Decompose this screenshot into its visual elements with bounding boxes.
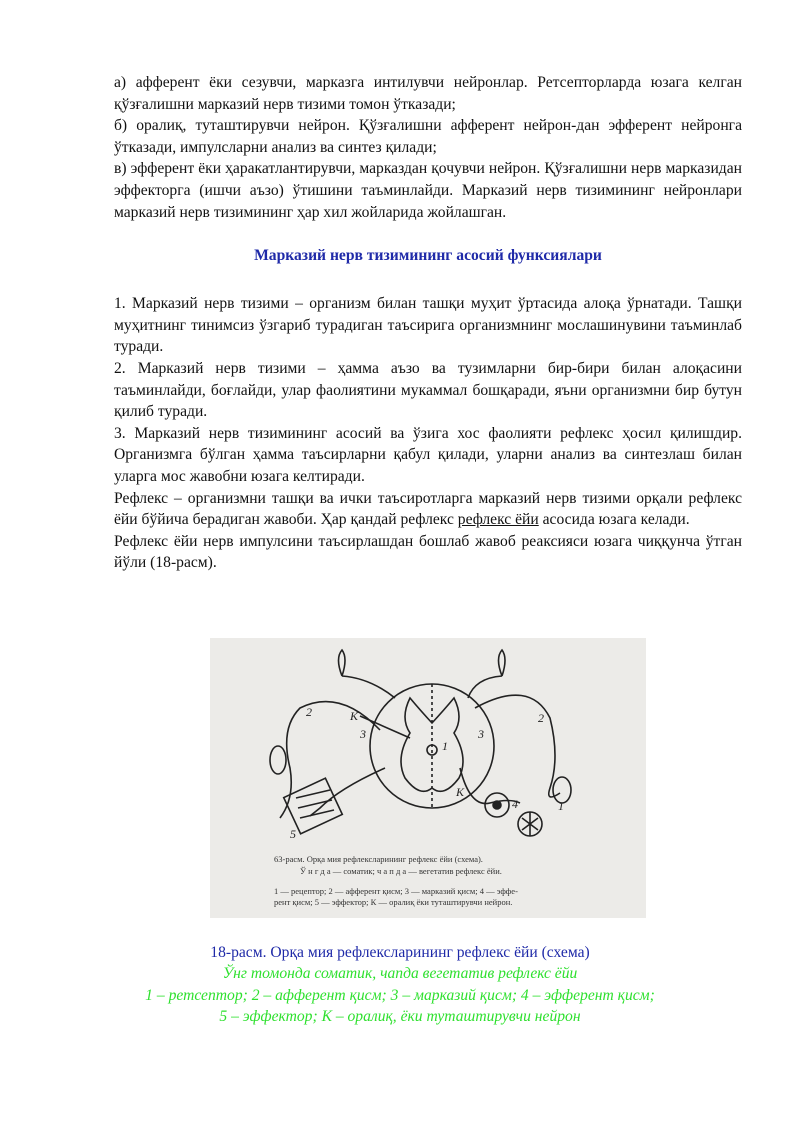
- scan-caption-line1: 63-расм. Орқа мия рефлексларининг рефлекс ёйи (схема).: [274, 854, 483, 864]
- reflex-arc-link[interactable]: рефлекс ёйи: [457, 511, 539, 529]
- figure-caption-line3: 1 – ретсептор; 2 – афферент қисм; 3 – марказий қисм; 4 – эфферент қисм;: [145, 987, 655, 1004]
- figure-label-k-right: К: [456, 785, 464, 799]
- paragraph-function-3: 3. Марказий нерв тизимининг асосий ва ўзига хос фаолияти рефлекс ҳосил қилишдир. Организмга бўлган ҳамма таъсирларни қабул қилади, уларни анализ ва синтезлаш билан уларга мос жавобни юзага келтиради.: [114, 424, 742, 485]
- reflex-text-end: асосида юзага келади.: [538, 511, 690, 529]
- figure-caption-title: 18-расм. Орқа мия рефлексларининг рефлекс ёйи (схема): [210, 944, 590, 961]
- paragraph-function-2: 2. Марказий нерв тизими – ҳамма аъзо ва тузимларни бир-бири билан алоқасини таъминлайди, боғлайди, улар фаолиятини мукаммал бошқаради, яъни организмни бир бутун қилиб туради.: [114, 359, 742, 421]
- paragraph-reflex-definition: [114, 488, 742, 531]
- reflex-arc-diagram: [210, 638, 646, 918]
- reflex-text-start: Рефлекс – организмни ташқи ва ички таъсиротларга марказий нерв тизими орқали рефлекс ёйи бўйича берадиган жавоби. Ҳар қандай рефлекс: [114, 489, 742, 529]
- figure-label-1-center: 1: [442, 739, 448, 753]
- figure-label-3a: 3: [360, 727, 366, 741]
- right-efferent-path: [460, 768, 520, 804]
- paragraph-afferent: а) афферент ёки сезувчи, марказга интилувчи нейронлар. Ретсепторларда юзага келган қўзғалишни марказий нерв тизими томон ўтказади;: [114, 74, 742, 113]
- figure-label-k: К: [350, 709, 358, 723]
- left-ganglion: [339, 650, 346, 676]
- right-afferent-path: [475, 695, 560, 797]
- figure-label-3b: 3: [478, 727, 484, 741]
- right-ganglion: [499, 650, 506, 676]
- scan-caption-line3: 1 — рецептор; 2 — афферент қисм; 3 — марказий қисм; 4 — эффе-: [274, 886, 518, 896]
- paragraph-efferent: в) эфферент ёки ҳаракатлантирувчи, марказдан қочувчи нейрон. Қўзғалишни нерв марказидан эффекторга (ишчи аъзо) ўтишини таъминлайди. Марказий нерв тизимининг нейронлари марказий нерв тизимининг ҳар хил жойларида жойлашган.: [114, 160, 742, 221]
- section-heading: Марказий нерв тизимининг асосий функсиялари: [254, 247, 602, 265]
- reflex-arc-figure: [210, 638, 646, 918]
- figure-label-5: 5: [290, 827, 296, 841]
- scan-caption-line4: рент қисм; 5 — эффектор; К — оралиқ ёки туташтирувчи нейрон.: [274, 897, 513, 907]
- figure-label-1: 1: [558, 799, 564, 813]
- figure-label-2: 2: [306, 705, 312, 719]
- figure-caption-line2: Ўнг томонда соматик, чапда вегетатив рефлекс ёйи: [222, 965, 578, 982]
- figure-caption-line4: 5 – эффектор; К – оралиқ, ёки туташтирувчи нейрон: [219, 1008, 581, 1025]
- figure-label-2b: 2: [538, 711, 544, 725]
- paragraph-function-1: 1. Марказий нерв тизими – организм билан ташқи муҳит ўртасида алоқа ўрнатади. Ташқи муҳитнинг тинимсиз ўзгариб турадиган таъсирига организмнинг мослашинувини таъминлаб туради.: [114, 295, 742, 356]
- paragraph-reflex-arc: Рефлекс ёйи нерв импулсини таъсирлашдан бошлаб жавоб реаксияси юзага чиққунча ўтган йўли (18-расм).: [114, 532, 742, 572]
- effector-muscle: [284, 778, 343, 834]
- document-body: [114, 72, 742, 574]
- scan-caption-line2: Ў н г д а — соматик; ч а п д а — вегетатив рефлекс ёйи.: [300, 866, 502, 876]
- figure-label-4: 4: [512, 797, 518, 811]
- paragraph-interneuron: б) оралиқ, туташтирувчи нейрон. Қўзғалишни афферент нейрон-дан эфферент нейронга ўтказади, импулсларни анализ ва синтез қилади;: [114, 117, 742, 156]
- left-receptor: [270, 746, 286, 774]
